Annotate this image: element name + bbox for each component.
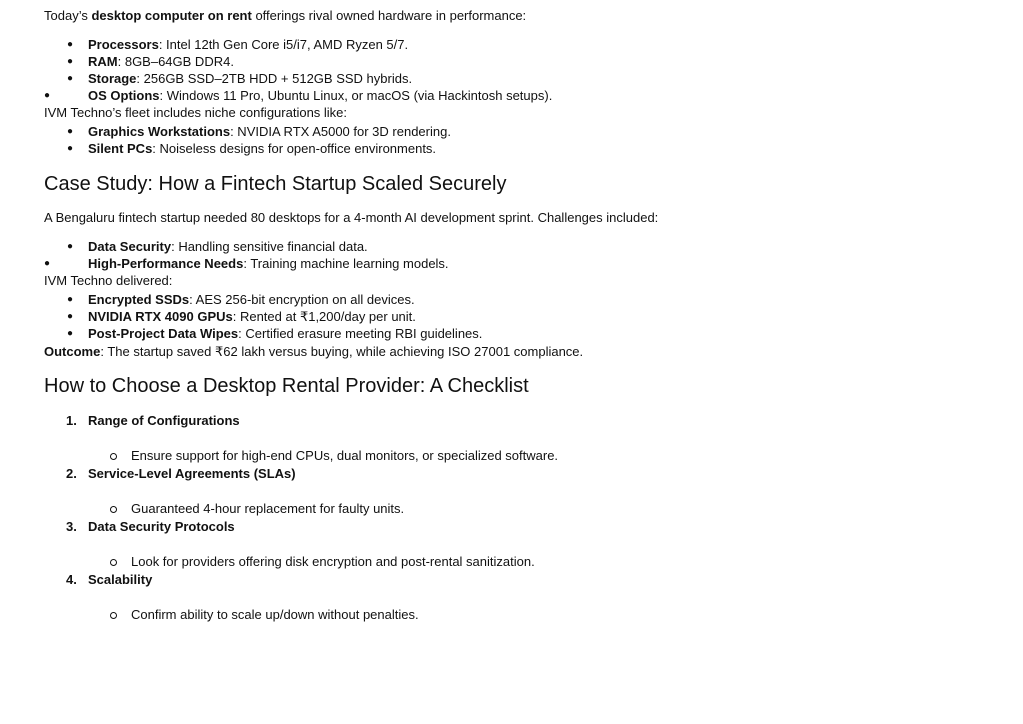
fleet-intro: IVM Techno’s fleet includes niche configurations like: <box>44 105 348 120</box>
list-item-storage <box>88 71 412 87</box>
list-item-encrypted-ssds <box>88 292 415 308</box>
intro-bold: desktop computer on rent <box>91 8 252 23</box>
list-item-label: Storage <box>88 71 137 86</box>
bullet-icon: ● <box>67 56 74 67</box>
intro-pre: Today’s <box>44 8 92 23</box>
bullet-icon: ● <box>44 258 51 269</box>
checklist-number: 4. <box>66 572 77 587</box>
circle-bullet-icon <box>110 612 117 619</box>
list-item-label: Post-Project Data Wipes <box>88 326 239 341</box>
bullet-icon: ● <box>67 294 74 305</box>
delivered-intro: IVM Techno delivered: <box>44 273 173 288</box>
list-item-text: : Handling sensitive financial data. <box>171 239 368 254</box>
bullet-icon: ● <box>67 126 74 137</box>
checklist-item-detail: Guaranteed 4-hour replacement for faulty units. <box>131 501 405 516</box>
outcome-text: : The startup saved ₹62 lakh versus buying, while achieving ISO 27001 compliance. <box>100 344 584 359</box>
checklist-number: 2. <box>66 466 77 481</box>
list-item-label: RAM <box>88 54 118 69</box>
checklist-item-title: Data Security Protocols <box>88 519 235 534</box>
list-item-label: Data Security <box>88 239 172 254</box>
checklist-number: 3. <box>66 519 77 534</box>
outcome-label: Outcome <box>44 344 101 359</box>
case-study-heading: Case Study: How a Fintech Startup Scaled Securely <box>44 173 507 195</box>
checklist-item-title: Scalability <box>88 572 153 587</box>
list-item-label: Silent PCs <box>88 141 153 156</box>
list-item-text: : Windows 11 Pro, Ubuntu Linux, or macOS (via Hackintosh setups). <box>159 88 553 103</box>
bullet-icon: ● <box>67 73 74 84</box>
circle-bullet-icon <box>110 506 117 513</box>
list-item-silent-pcs <box>88 141 436 157</box>
list-item-high-performance <box>88 256 449 272</box>
checklist-item-detail: Look for providers offering disk encryption and post-rental sanitization. <box>131 554 535 569</box>
bullet-icon: ● <box>67 39 74 50</box>
list-item-label: Processors <box>88 37 159 52</box>
list-item-text: : 256GB SSD–2TB HDD + 512GB SSD hybrids. <box>136 71 413 86</box>
checklist-number: 1. <box>66 413 77 428</box>
case-study-intro: A Bengaluru fintech startup needed 80 desktops for a 4-month AI development sprint. Challenges included: <box>44 210 659 225</box>
checklist-item-title: Service-Level Agreements (SLAs) <box>88 466 296 481</box>
list-item-text: : Noiseless designs for open-office environments. <box>152 141 437 156</box>
list-item-data-wipes <box>88 326 482 342</box>
list-item-graphics-workstations <box>88 124 451 140</box>
list-item-text: : 8GB–64GB DDR4. <box>117 54 234 69</box>
bullet-icon: ● <box>67 311 74 322</box>
bullet-icon: ● <box>67 143 74 154</box>
bullet-icon: ● <box>67 241 74 252</box>
outcome-paragraph <box>44 344 583 360</box>
bullet-icon: ● <box>44 90 51 101</box>
circle-bullet-icon <box>110 559 117 566</box>
intro-paragraph <box>44 8 526 24</box>
circle-bullet-icon <box>110 453 117 460</box>
list-item-text: : Certified erasure meeting RBI guidelines. <box>238 326 483 341</box>
list-item-text: : AES 256-bit encryption on all devices. <box>189 292 415 307</box>
list-item-label: Encrypted SSDs <box>88 292 190 307</box>
list-item-text: : Intel 12th Gen Core i5/i7, AMD Ryzen 5/7. <box>158 37 409 52</box>
checklist-item-title: Range of Configurations <box>88 413 240 428</box>
intro-post: offerings rival owned hardware in performance: <box>251 8 527 23</box>
list-item-text: : NVIDIA RTX A5000 for 3D rendering. <box>230 124 451 139</box>
list-item-processors <box>88 37 408 53</box>
list-item-data-security <box>88 239 368 255</box>
list-item-os-options <box>88 88 552 104</box>
list-item-text: : Training machine learning models. <box>243 256 449 271</box>
checklist-item-detail: Confirm ability to scale up/down without penalties. <box>131 607 419 622</box>
list-item-label: High-Performance Needs <box>88 256 244 271</box>
list-item-label: OS Options <box>88 88 160 103</box>
list-item-label: Graphics Workstations <box>88 124 231 139</box>
list-item-ram <box>88 54 234 70</box>
list-item-rtx-4090 <box>88 309 416 325</box>
checklist-item-detail: Ensure support for high-end CPUs, dual monitors, or specialized software. <box>131 448 559 463</box>
checklist-heading: How to Choose a Desktop Rental Provider: A Checklist <box>44 375 529 397</box>
list-item-text: : Rented at ₹1,200/day per unit. <box>232 309 416 324</box>
bullet-icon: ● <box>67 328 74 339</box>
list-item-label: NVIDIA RTX 4090 GPUs <box>88 309 233 324</box>
